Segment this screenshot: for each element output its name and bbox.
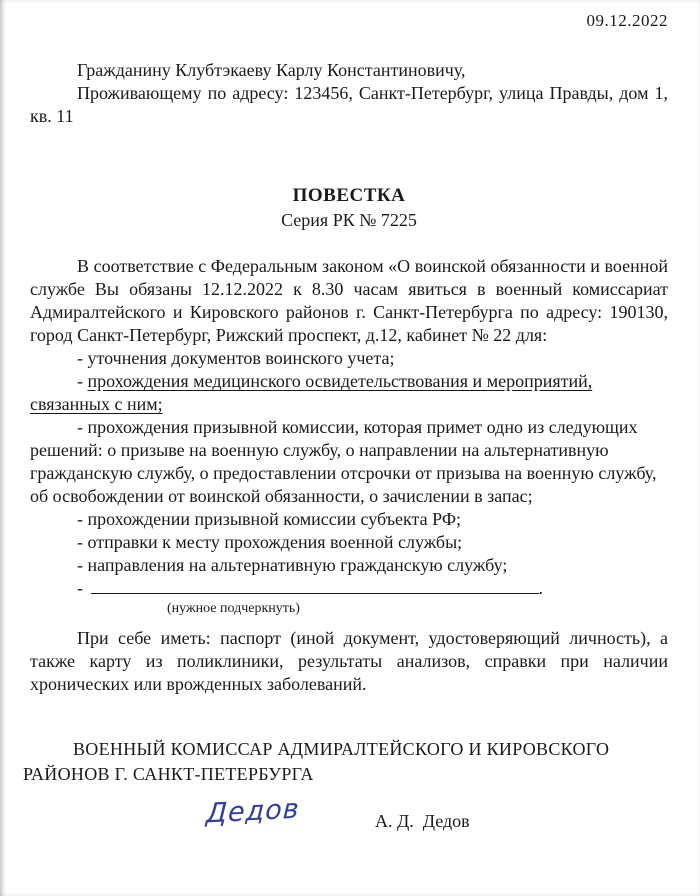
list-item-alternative-service: - направления на альтернативную гражданскую службу; [77, 555, 508, 575]
list-item-regional-commission: - прохождении призывной комиссии субъекта РФ; [77, 509, 462, 529]
recipient-name-line: Гражданину Клубтэкаеву Карлу Константиновичу, [77, 60, 466, 80]
document-title: ПОВЕСТКА [292, 185, 406, 206]
underline-instruction-note: (нужное подчеркнуть) [167, 601, 300, 616]
intro-paragraph: В соответствие с Федеральным законом «О воинской обязанности и военной службе Вы обязаны 12.12.2022 к 8.30 часам явиться в военный комиссариат Адмиралтейского и Кировского районов г. Санкт-Петербурга по адресу: 190130, город Санкт-Петербург, Рижский проспект, д.12, кабинет № 22 для: [30, 256, 668, 345]
document-date: 09.12.2022 [586, 11, 668, 30]
reasons-list [30, 347, 668, 600]
official-position-title: ВОЕННЫЙ КОМИССАР АДМИРАЛТЕЙСКОГО И КИРОВСКОГО РАЙОНОВ Г. САНКТ-ПЕТЕРБУРГА [23, 739, 610, 784]
list-item-draft-commission: - прохождения призывной комиссии, которая примет одно из следующих решений: о призыве на военную службу, о направлении на альтернативную гражданскую службу, о предоставлении отсрочки от призыва на военную службу, об освобождении от воинской обязанности, о зачислении в запас; [30, 417, 657, 506]
recipient-address-line: Проживающему по адресу: 123456, Санкт-Петербург, улица Правды, дом 1, кв. 11 [30, 83, 668, 126]
blank-underline-field [91, 579, 539, 594]
handwritten-signature: Дедов [205, 793, 301, 830]
list-item-medical-exam: - прохождения медицинского освидетельствования и мероприятий, связанных с ним; [30, 371, 593, 414]
underlined-reason-text: прохождения медицинского освидетельствования и мероприятий, связанных с ним; [30, 371, 593, 414]
document-series-number: Серия РК № 7225 [281, 210, 417, 230]
bring-with-paragraph: При себе иметь: паспорт (иной документ, удостоверяющий личность), а также карту из поликлиники, результаты анализов, справки при наличии хронических или врожденных заболеваний. [30, 628, 668, 694]
recipient-block [30, 59, 668, 128]
list-item-dispatch-to-service: - отправки к месту прохождения военной службы; [77, 532, 463, 552]
blank-option-row: - . [77, 578, 543, 598]
list-item-records-update: - уточнения документов воинского учета; [77, 348, 395, 368]
signature-row [30, 793, 668, 848]
signatory-name: А. Д. Дедов [375, 811, 470, 831]
